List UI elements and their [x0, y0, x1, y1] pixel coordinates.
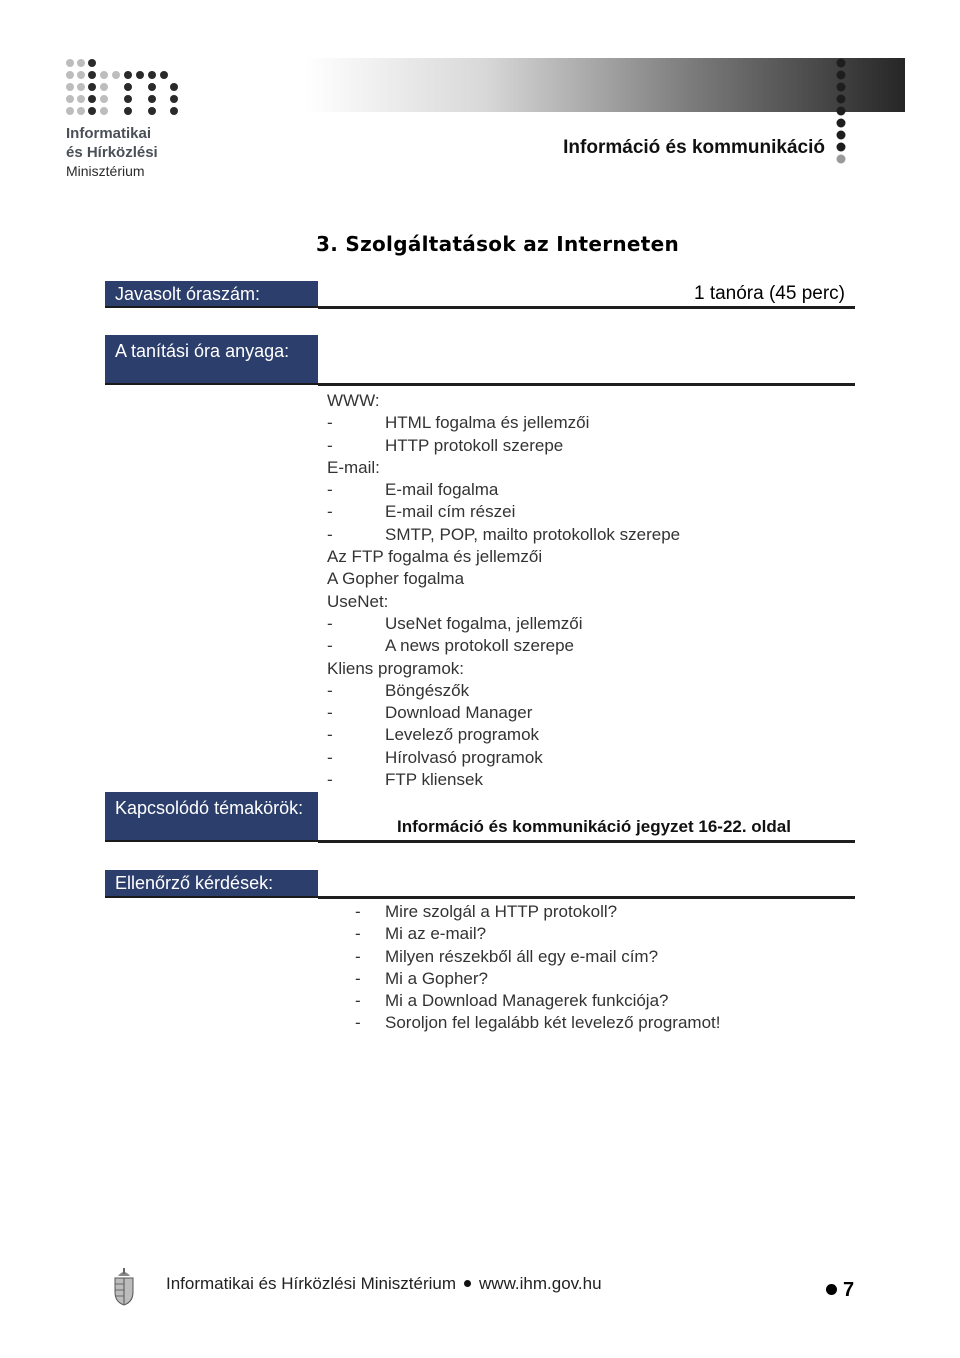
content-text: E-mail fogalma	[385, 480, 499, 500]
question-item	[355, 946, 720, 968]
content-subitem	[327, 412, 680, 434]
question-text: Mi az e-mail?	[385, 924, 487, 944]
label-hours: Javasolt óraszám:	[105, 281, 318, 308]
content-text: HTML fogalma és jellemzői	[385, 413, 590, 433]
coat-of-arms-icon	[112, 1266, 136, 1306]
page-number-value: 7	[843, 1279, 855, 1301]
divider-material	[318, 383, 855, 386]
ministry-logo-icon	[64, 58, 184, 118]
content-subitem	[327, 479, 680, 501]
content-text: Kliens programok:	[327, 658, 465, 678]
logo-line-1: Informatikai	[66, 125, 152, 142]
question-item	[355, 901, 720, 923]
section-title: 3. Szolgáltatások az Interneten	[316, 232, 680, 256]
header-title: Információ és kommunikáció	[563, 137, 825, 158]
divider-related	[318, 840, 855, 843]
content-text: UseNet:	[327, 591, 389, 611]
content-subitem	[327, 635, 680, 657]
question-text: Soroljon fel legalább két levelező programot!	[385, 1013, 721, 1033]
question-item	[355, 990, 720, 1012]
question-text: Mi a Gopher?	[385, 968, 488, 988]
question-text: Milyen részekből áll egy e-mail cím?	[385, 946, 659, 966]
content-text: Hírolvasó programok	[385, 747, 543, 767]
content-text: FTP kliensek	[385, 770, 483, 790]
ministry-logo-text	[66, 124, 158, 181]
content-text: Az FTP fogalma és jellemzői	[327, 547, 543, 567]
content-item	[327, 591, 680, 613]
footer-ministry: Informatikai és Hírközlési Minisztérium	[166, 1274, 457, 1293]
question-item	[355, 923, 720, 945]
page-dot-icon	[826, 1284, 837, 1295]
question-item	[355, 968, 720, 990]
content-subitem	[327, 702, 680, 724]
content-text: SMTP, POP, mailto protokollok szerepe	[385, 524, 681, 544]
content-item	[327, 457, 680, 479]
content-item	[327, 390, 680, 412]
footer-text	[166, 1274, 602, 1294]
label-material: A tanítási óra anyaga:	[105, 335, 318, 385]
label-related: Kapcsolódó témakörök:	[105, 792, 318, 842]
content-subitem	[327, 501, 680, 523]
content-item	[327, 568, 680, 590]
content-item	[327, 546, 680, 568]
content-text: Böngészők	[385, 680, 470, 700]
content-subitem	[327, 769, 680, 791]
divider-hours	[318, 306, 855, 309]
question-list	[355, 901, 720, 1035]
label-questions: Ellenőrző kérdések:	[105, 870, 318, 898]
footer-bullet-icon	[464, 1280, 471, 1287]
logo-line-3: Minisztérium	[66, 163, 145, 179]
content-text: WWW:	[327, 391, 380, 410]
content-text: A Gopher fogalma	[327, 569, 465, 589]
content-subitem	[327, 747, 680, 769]
content-text: E-mail:	[327, 457, 380, 477]
question-item	[355, 1012, 720, 1034]
content-subitem	[327, 524, 680, 546]
content-subitem	[327, 724, 680, 746]
logo-line-2: és Hírközlési	[66, 144, 158, 161]
question-text: Mire szolgál a HTTP protokoll?	[385, 902, 618, 921]
content-subitem	[327, 435, 680, 457]
related-reference: Információ és kommunikáció jegyzet 16-22. oldal	[397, 817, 791, 836]
content-text: HTTP protokoll szerepe	[385, 435, 564, 455]
content-subitem	[327, 680, 680, 702]
content-subitem	[327, 613, 680, 635]
divider-questions	[318, 896, 855, 899]
content-text: Levelező programok	[385, 725, 540, 745]
header-dots-icon	[833, 56, 849, 168]
content-text: E-mail cím részei	[385, 502, 516, 522]
page-number	[826, 1279, 854, 1302]
footer-url[interactable]: www.ihm.gov.hu	[479, 1274, 602, 1293]
content-item	[327, 658, 680, 680]
hours-value: 1 tanóra (45 perc)	[693, 283, 845, 304]
content-text: UseNet fogalma, jellemzői	[385, 613, 583, 633]
content-text: Download Manager	[385, 703, 533, 723]
material-list	[327, 390, 680, 791]
content-text: A news protokoll szerepe	[385, 636, 574, 656]
question-text: Mi a Download Managerek funkciója?	[385, 991, 669, 1011]
header-banner	[305, 58, 905, 112]
